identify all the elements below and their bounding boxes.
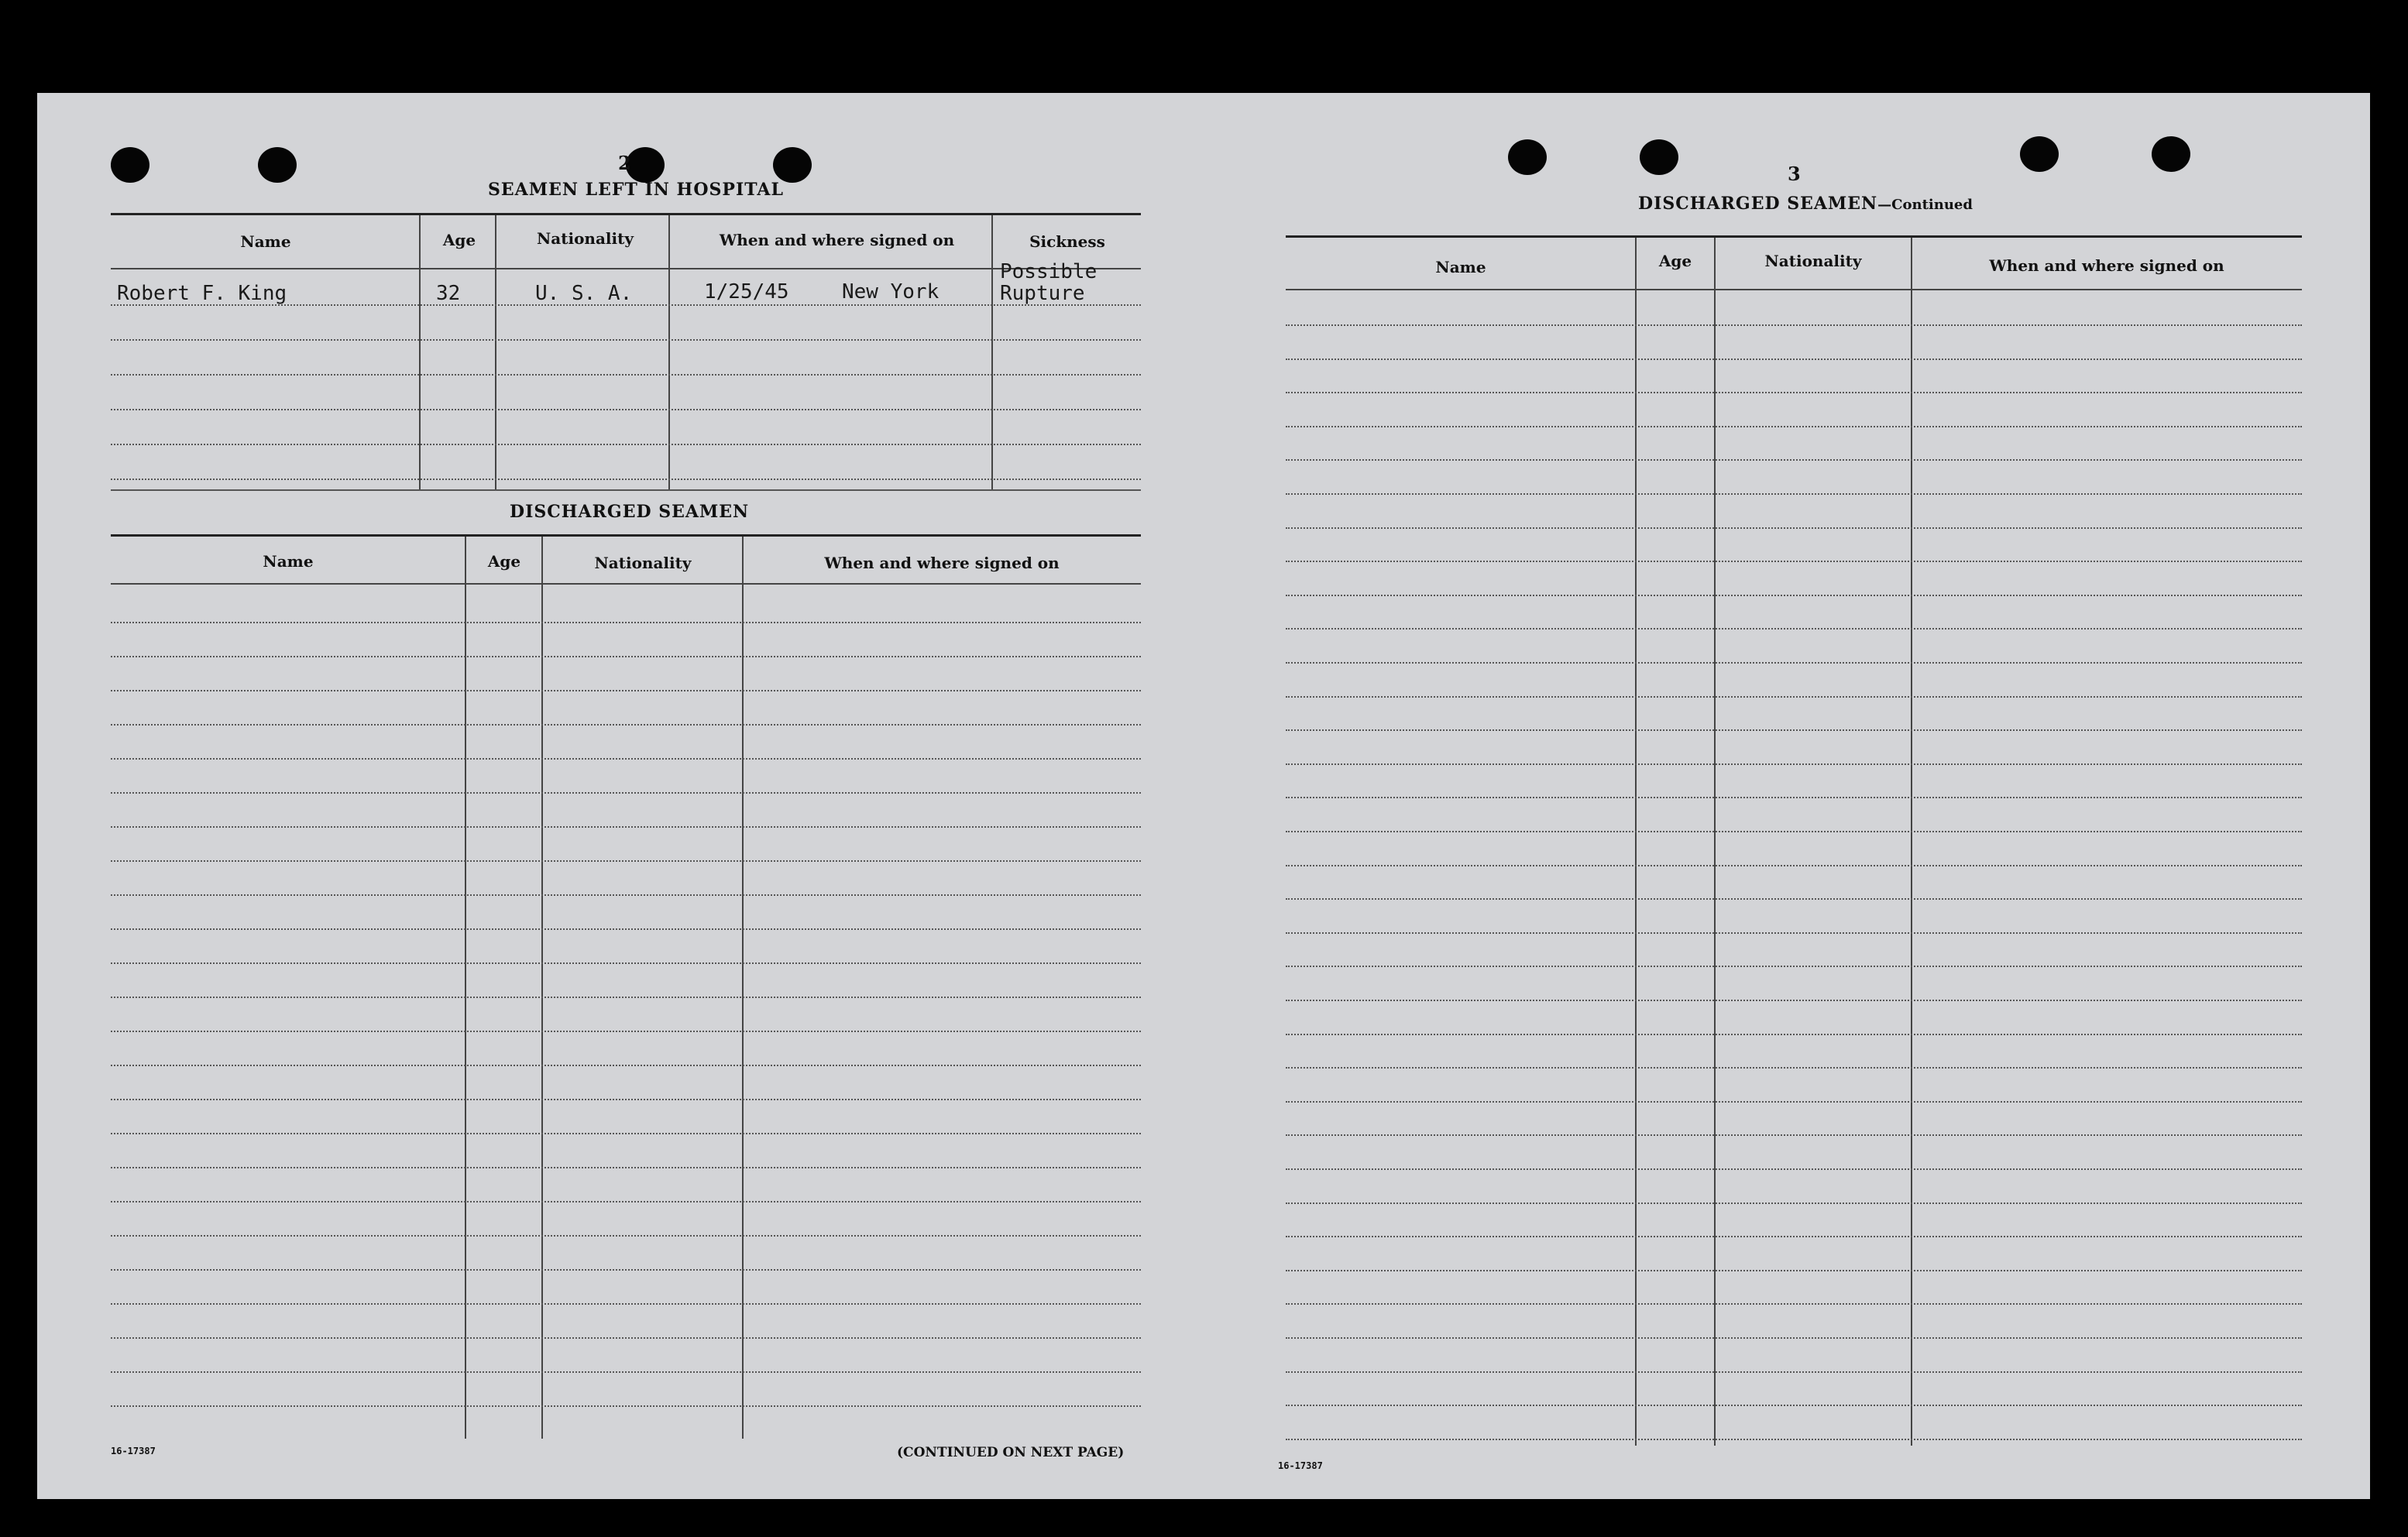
col-header-sickness: Sickness bbox=[1029, 232, 1105, 251]
col-header-name: Name bbox=[1435, 258, 1486, 276]
row-line bbox=[111, 860, 1141, 862]
hospital-table bbox=[111, 213, 1141, 490]
row-line bbox=[1286, 1168, 2302, 1170]
cell-signed-date: 1/25/45 bbox=[704, 280, 789, 304]
punch-hole bbox=[626, 147, 665, 183]
row-line bbox=[1286, 1303, 2302, 1305]
row-line bbox=[111, 826, 1141, 828]
form-number: 16-17387 bbox=[1278, 1460, 1323, 1471]
title-suffix: —Continued bbox=[1877, 197, 1973, 213]
row-line bbox=[111, 1235, 1141, 1237]
discharged-table-continued bbox=[1286, 235, 2302, 1446]
row-line bbox=[1286, 628, 2302, 630]
section-title-discharged-continued bbox=[1638, 194, 1973, 214]
row-line bbox=[1286, 729, 2302, 731]
row-line bbox=[111, 758, 1141, 760]
column-divider bbox=[1714, 238, 1716, 1446]
punch-hole bbox=[2020, 136, 2059, 172]
row-line bbox=[111, 1405, 1141, 1407]
row-line bbox=[111, 479, 1141, 480]
row-line bbox=[1286, 1439, 2302, 1440]
section-title-hospital: SEAMEN LEFT IN HOSPITAL bbox=[488, 180, 784, 200]
page-number: 3 bbox=[1788, 163, 1801, 185]
column-divider bbox=[495, 215, 496, 490]
row-line bbox=[1286, 797, 2302, 798]
row-line bbox=[111, 409, 1141, 410]
cell-nationality: U. S. A. bbox=[535, 282, 633, 305]
title-text: DISCHARGED SEAMEN bbox=[1638, 194, 1878, 214]
row-line bbox=[111, 1133, 1141, 1134]
row-line bbox=[111, 339, 1141, 341]
row-line bbox=[111, 690, 1141, 691]
section-title-discharged: DISCHARGED SEAMEN bbox=[510, 502, 750, 522]
col-header-signed-on: When and where signed on bbox=[719, 231, 955, 249]
row-line bbox=[111, 1337, 1141, 1339]
form-number: 16-17387 bbox=[111, 1446, 156, 1456]
row-line bbox=[1286, 1067, 2302, 1069]
row-line bbox=[1286, 662, 2302, 664]
discharged-table bbox=[111, 534, 1141, 1439]
row-line bbox=[1286, 1270, 2302, 1271]
cell-sickness: Rupture bbox=[1000, 282, 1085, 305]
punch-hole bbox=[2152, 136, 2190, 172]
row-line bbox=[1286, 359, 2302, 360]
punch-hole bbox=[258, 147, 297, 183]
col-header-age: Age bbox=[442, 231, 476, 249]
row-line bbox=[111, 1201, 1141, 1202]
row-line bbox=[111, 962, 1141, 964]
row-line bbox=[111, 1065, 1141, 1066]
row-line bbox=[1286, 1202, 2302, 1204]
row-line bbox=[1286, 1405, 2302, 1406]
row-line bbox=[1286, 561, 2302, 562]
row-line bbox=[1286, 932, 2302, 934]
row-line bbox=[111, 444, 1141, 445]
page-number: 2 bbox=[618, 152, 631, 174]
row-line bbox=[1286, 459, 2302, 461]
row-line bbox=[111, 724, 1141, 726]
row-line bbox=[1286, 324, 2302, 326]
continued-note: (CONTINUED ON NEXT PAGE) bbox=[897, 1445, 1125, 1460]
col-header-age: Age bbox=[487, 552, 521, 571]
row-line bbox=[1286, 898, 2302, 900]
row-line bbox=[111, 374, 1141, 376]
row-line bbox=[111, 1031, 1141, 1032]
col-header-name: Name bbox=[240, 232, 291, 251]
col-header-signed-on: When and where signed on bbox=[824, 554, 1060, 572]
row-line bbox=[111, 1167, 1141, 1168]
col-header-nationality: Nationality bbox=[1764, 252, 1862, 270]
col-header-nationality: Nationality bbox=[594, 554, 692, 572]
row-line bbox=[1286, 865, 2302, 866]
row-line bbox=[1286, 763, 2302, 765]
row-line bbox=[111, 1371, 1141, 1373]
row-line bbox=[111, 894, 1141, 896]
punch-hole bbox=[773, 147, 812, 183]
cell-age: 32 bbox=[436, 282, 461, 305]
column-divider bbox=[991, 215, 993, 490]
row-line bbox=[111, 656, 1141, 657]
column-divider bbox=[668, 215, 670, 490]
row-line bbox=[1286, 392, 2302, 393]
row-line bbox=[1286, 493, 2302, 495]
punch-hole bbox=[111, 147, 149, 183]
row-line bbox=[111, 997, 1141, 998]
column-divider bbox=[419, 215, 421, 490]
row-line bbox=[111, 622, 1141, 623]
punch-hole bbox=[1508, 139, 1547, 175]
row-line bbox=[111, 928, 1141, 930]
row-line bbox=[111, 792, 1141, 794]
cell-sickness: Possible bbox=[1000, 260, 1098, 283]
row-line bbox=[1286, 1034, 2302, 1035]
row-line bbox=[1286, 426, 2302, 427]
col-header-age: Age bbox=[1658, 252, 1692, 270]
row-line bbox=[1286, 1337, 2302, 1339]
row-line bbox=[1286, 595, 2302, 596]
row-line bbox=[1286, 966, 2302, 967]
row-line bbox=[1286, 831, 2302, 832]
row-line bbox=[1286, 1101, 2302, 1103]
row-line bbox=[1286, 527, 2302, 529]
row-line bbox=[1286, 1236, 2302, 1237]
col-header-signed-on: When and where signed on bbox=[1989, 256, 2224, 275]
column-divider bbox=[1635, 238, 1637, 1446]
column-divider bbox=[1911, 238, 1912, 1446]
section-divider bbox=[111, 489, 1141, 491]
row-line bbox=[1286, 1000, 2302, 1001]
row-line bbox=[1286, 1371, 2302, 1373]
cell-name: Robert F. King bbox=[117, 282, 287, 305]
row-line bbox=[111, 1269, 1141, 1271]
row-line bbox=[111, 1303, 1141, 1305]
row-line bbox=[111, 1099, 1141, 1100]
punch-hole bbox=[1640, 139, 1678, 175]
row-line bbox=[1286, 696, 2302, 698]
row-line bbox=[1286, 1134, 2302, 1136]
cell-signed-place: New York bbox=[842, 280, 939, 304]
col-header-name: Name bbox=[263, 552, 314, 571]
col-header-nationality: Nationality bbox=[537, 229, 634, 248]
